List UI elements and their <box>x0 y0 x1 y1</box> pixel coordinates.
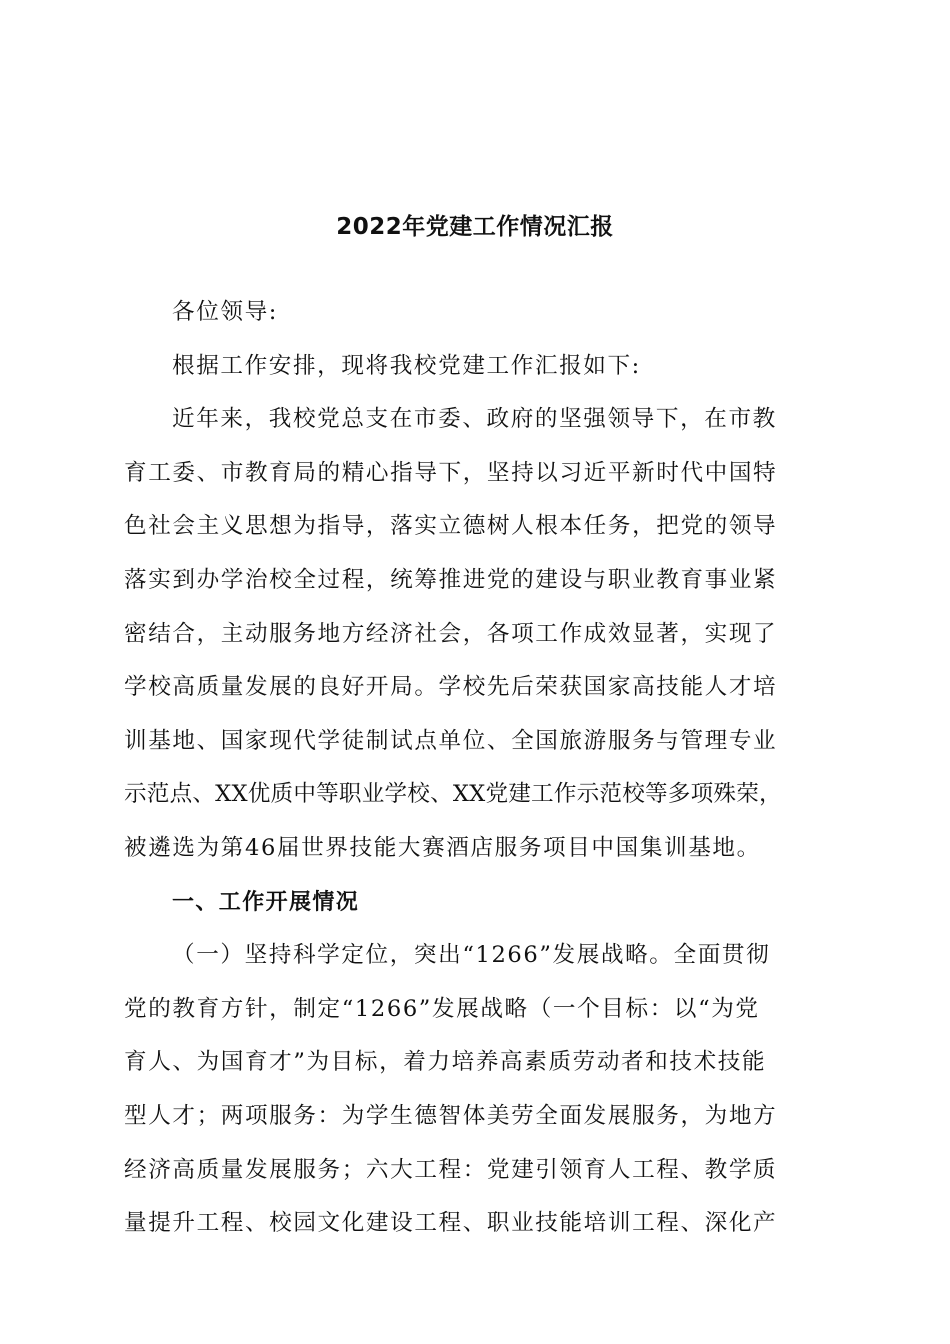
paragraph1-line: 近年来，我校党总支在市委、政府的坚强领导下，在市教 <box>172 406 777 433</box>
paragraph1-line: 被遴选为第46届世界技能大赛酒店服务项目中国集训基地。 <box>124 834 761 861</box>
paragraph1-line: 落实到办学治校全过程，统筹推进党的建设与职业教育事业紧 <box>124 566 778 593</box>
paragraph1-line: 训基地、国家现代学徒制试点单位、全国旅游服务与管理专业 <box>124 727 778 754</box>
paragraph2-line: 量提升工程、校园文化建设工程、职业技能培训工程、深化产 <box>124 1210 778 1237</box>
paragraph2-line: 育人、为国育才”为目标，着力培养高素质劳动者和技术技能 <box>124 1049 767 1076</box>
paragraph1-line: 色社会主义思想为指导，落实立德树人根本任务，把党的领导 <box>124 513 778 540</box>
section1-heading: 一、工作开展情况 <box>172 889 360 915</box>
paragraph2-line: 型人才；两项服务：为学生德智体美劳全面发展服务，为地方 <box>124 1102 778 1129</box>
paragraph2-line: （一）坚持科学定位，突出“1266”发展战略。全面贯彻 <box>172 942 771 969</box>
paragraph2-line: 经济高质量发展服务；六大工程：党建引领育人工程、教学质 <box>124 1156 778 1183</box>
salutation: 各位领导: <box>172 299 278 325</box>
paragraph2-line: 党的教育方针，制定“1266”发展战略（一个目标：以“为党 <box>124 995 760 1022</box>
document-title: 2022年党建工作情况汇报 <box>336 214 614 240</box>
paragraph1-line: 密结合，主动服务地方经济社会，各项工作成效显著，实现了 <box>124 620 778 647</box>
paragraph1-line: 示范点、XX优质中等职业学校、XX党建工作示范校等多项殊荣， <box>124 781 782 808</box>
paragraph1-line: 育工委、市教育局的精心指导下，坚持以习近平新时代中国特 <box>124 459 778 486</box>
intro-line: 根据工作安排，现将我校党建工作汇报如下: <box>172 352 641 379</box>
paragraph1-line: 学校高质量发展的良好开局。学校先后荣获国家高技能人才培 <box>124 674 778 701</box>
document-body <box>124 286 830 1251</box>
